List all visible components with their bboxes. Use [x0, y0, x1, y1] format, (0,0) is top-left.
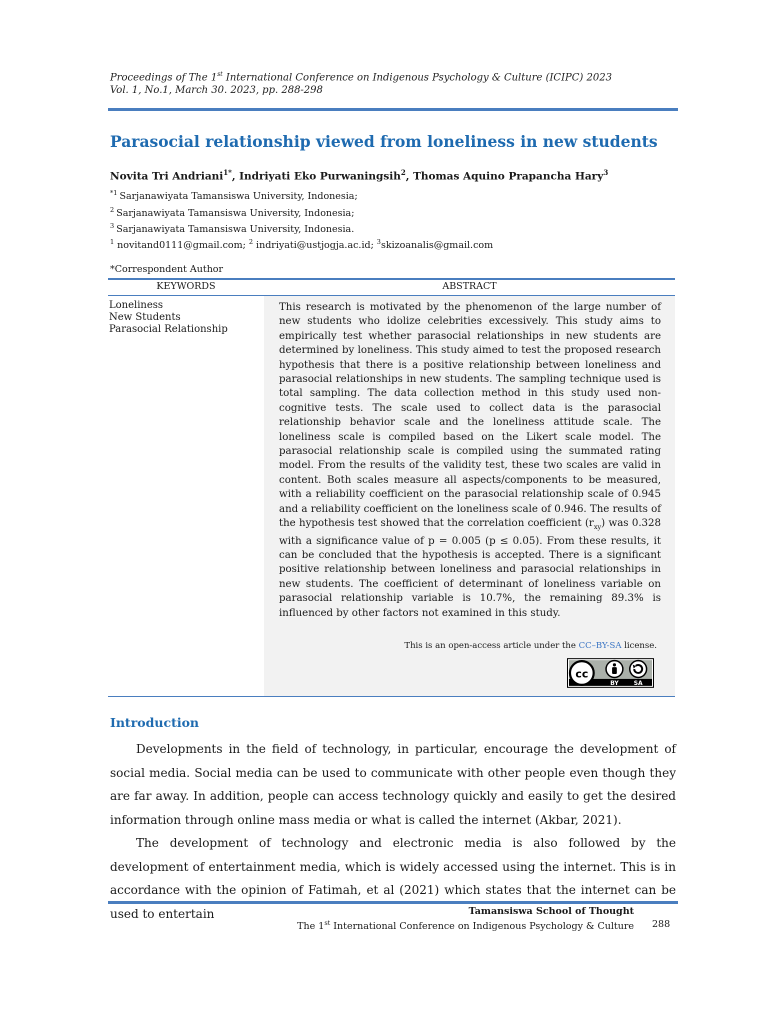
abstract-text-part2: ) was 0.328 with a significance value of p = 0.005 (p ≤ 0.05). From these results, it can be concluded that the hypothesis is accepted. There is a significant positive relationship between loneliness and parasocial relationships in new students. The coefficient of determinant of loneliness variable on parasocial relationship variable is 10.7%, the remaining 89.3% is influenced by other factors not examined in this study. — [279, 518, 662, 619]
author-1: Novita Tri Andriani — [110, 170, 224, 183]
affiliation-3-marker: 3 — [110, 222, 117, 231]
email-1[interactable]: novitand0111@gmail.com; — [114, 240, 249, 252]
affiliations — [110, 187, 358, 237]
badge-by-label: BY — [610, 679, 619, 687]
affiliation-1 — [110, 187, 358, 204]
abstract-text — [279, 301, 661, 621]
correlation-subscript: xy — [593, 523, 602, 532]
keyword-item: Loneliness — [109, 300, 164, 311]
correspondent-note: *Correspondent Author — [110, 264, 224, 275]
footer-conference — [297, 919, 634, 932]
journal-header — [110, 68, 612, 97]
body-paragraph: The development of technology and electronic media is also followed by the development of entertainment media, which is widely accessed using the internet. This is in accordance with the opinion of Fatimah, et al (2021) which states that the internet can be used to entertain — [110, 836, 676, 921]
journal-name-text-rest: International Conference on Indigenous Psychology & Culture (ICIPC) 2023 — [222, 72, 612, 84]
page-number: 288 — [652, 919, 671, 930]
keyword-item: New Students — [109, 312, 181, 323]
cc-by-sa-badge-icon[interactable] — [567, 658, 654, 688]
author-3: , Thomas Aquino Prapancha Hary — [405, 170, 604, 183]
author-2-marker: 2 — [400, 168, 406, 177]
keywords-abstract-table — [108, 278, 675, 698]
keyword-item: Parasocial Relationship — [109, 324, 228, 335]
affiliation-3 — [110, 220, 358, 237]
keywords-header: KEYWORDS — [156, 281, 216, 292]
license-text-end: license. — [621, 641, 657, 651]
affiliation-2 — [110, 204, 358, 221]
abstract-text-part1: This research is motivated by the phenomenon of the large number of new students who idolize celebrities excessively. This study aims to empirically test whether parasocial relationships in new students are determined by loneliness. This study aimed to test the proposed research hypothesis that there is a positive relationship between loneliness and parasocial relationships in new students. The sampling technique used is total sampling. The data collection method in this study used non-cognitive tests. The scale used to collect data is the parasocial relationship behavior scale and the loneliness attitude scale. The loneliness scale is compiled based on the Likert scale model. The parasocial relationship scale is compiled using the summated rating model. From the results of the validity test, these two scales are valid in content. Both scales measure all aspects/components to be measured, with a reliability coefficient on the parasocial relationship scale of 0.945 and a reliability coefficient on the loneliness scale of 0.946. The results of the hypothesis test showed that the correlation coefficient (r — [279, 302, 661, 530]
author-1-marker: 1* — [223, 168, 232, 177]
abstract-header: ABSTRACT — [442, 281, 497, 292]
email-2-marker: 2 — [248, 238, 254, 246]
affiliation-1-text: Sarjanawiyata Tamansiswa University, Indonesia; — [119, 191, 358, 203]
footer-divider — [108, 901, 678, 904]
header-divider — [108, 108, 678, 111]
paper-title: Parasocial relationship viewed from loneliness in new students — [110, 132, 658, 151]
ordinal-superscript: st — [217, 71, 223, 78]
abstract-box — [264, 296, 675, 696]
footer-conference-text: The 1 — [297, 921, 325, 933]
footer-ordinal: st — [324, 919, 331, 927]
journal-name-text: Proceedings of The 1 — [110, 72, 218, 84]
author-emails — [110, 238, 493, 251]
email-2[interactable]: indriyati@ustjogja.ac.id; — [253, 240, 377, 252]
body-paragraph: Developments in the field of technology, in particular, encourage the development of social media. Social media can be used to communicate with other people even though they are far away. In addition, people can access technology quickly and easily to get the desired information through online mass media or what is called the internet (Akbar, 2021). — [110, 742, 676, 827]
footer-conference-text-rest: International Conference on Indigenous Psychology & Culture — [330, 921, 634, 933]
section-heading: Introduction — [110, 715, 200, 730]
email-1-marker: 1 — [110, 238, 115, 246]
affiliation-2-marker: 2 — [110, 205, 117, 214]
author-line — [110, 168, 608, 183]
keywords-list — [109, 300, 228, 336]
badge-sa-label: SA — [633, 679, 643, 687]
journal-header-line2: Vol. 1, No.1, March 30. 2023, pp. 288-298 — [110, 85, 323, 97]
introduction-body — [110, 738, 676, 926]
license-link[interactable]: CC–BY-SA — [578, 641, 622, 651]
footer-school: Tamansiswa School of Thought — [468, 906, 634, 917]
affiliation-3-text: Sarjanawiyata Tamansiswa University, Indonesia. — [116, 224, 355, 236]
journal-header-line1 — [110, 68, 612, 84]
license-statement — [404, 641, 657, 651]
table-bottom-rule — [108, 696, 675, 697]
affiliation-1-marker: *1 — [110, 189, 120, 197]
author-2: , Indriyati Eko Purwaningsih — [231, 170, 401, 183]
affiliation-2-text: Sarjanawiyata Tamansiswa University, Indonesia; — [116, 207, 355, 219]
email-3-marker: 3 — [376, 238, 381, 246]
author-3-marker: 3 — [603, 168, 609, 177]
email-3[interactable]: skizoanalis@gmail.com — [380, 240, 494, 252]
cc-badge-label: cc — [575, 667, 589, 681]
license-text: This is an open-access article under the — [404, 641, 579, 651]
